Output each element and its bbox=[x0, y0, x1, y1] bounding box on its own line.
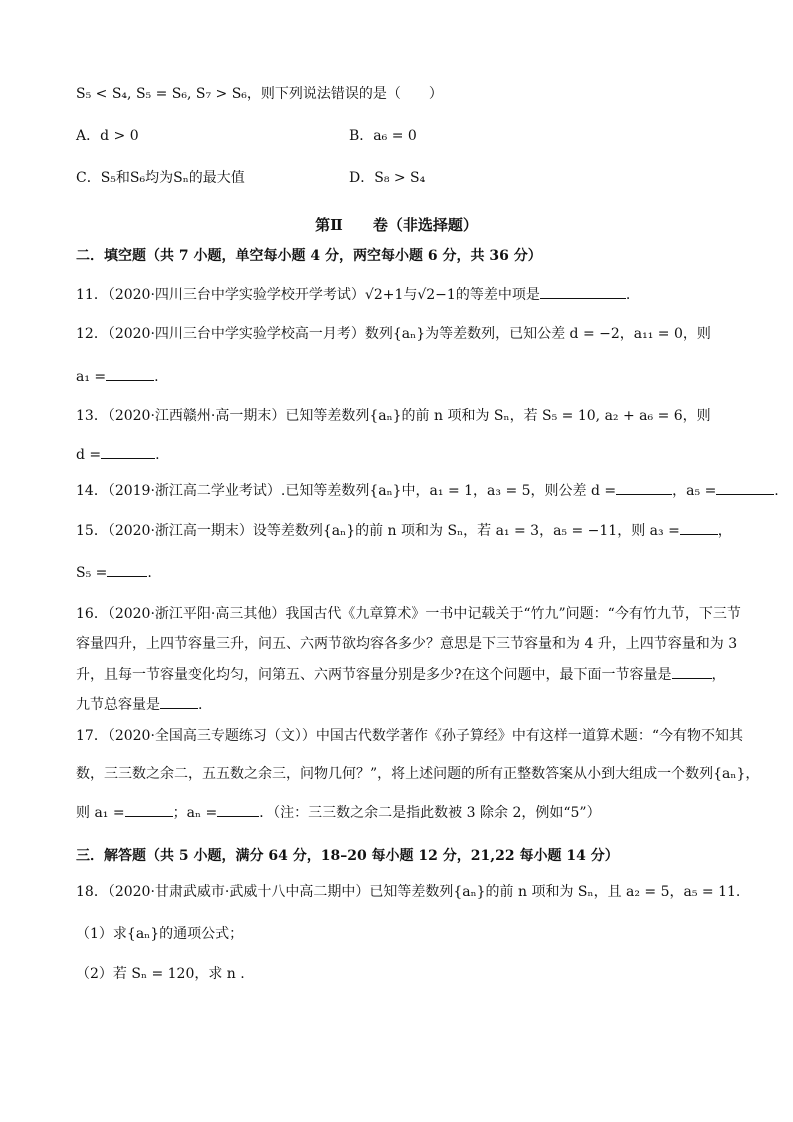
answer-blank[interactable] bbox=[716, 480, 774, 495]
question-15-line-1: 15．（2020·浙江高一期末）设等差数列{aₙ}的前 n 项和为 Sₙ，若 a₁ = 3，a₅ = −11，则 a₃ = ， bbox=[76, 520, 732, 541]
question-13-line-2: d = . bbox=[76, 444, 160, 465]
question-18-part-1: （1）求{aₙ}的通项公式； bbox=[76, 926, 244, 942]
question-10-condition bbox=[76, 84, 443, 104]
question-16-line-3: 升，且每一节容量变化均匀，问第五、六两节容量分别是多少?在这个问题中，最下面一节容量是 ， bbox=[76, 664, 726, 685]
answer-blank[interactable] bbox=[101, 444, 155, 459]
question-12-line-1: 12．（2020·四川三台中学实验学校高一月考）数列{aₙ}为等差数列，已知公差 d = −2，a₁₁ = 0，则 bbox=[76, 326, 711, 342]
option-a bbox=[76, 126, 139, 146]
question-14-text: 14．（2019·浙江高二学业考试）.已知等差数列{aₙ}中，a₁ = 1，a₃ = 5，则公差 d = bbox=[76, 483, 617, 499]
question-14-text-2: ，a₅ = bbox=[672, 483, 717, 499]
question-12-line-2: a₁ = . bbox=[76, 366, 159, 387]
question-18: 18．（2020·甘肃武威市·武威十八中高二期中）已知等差数列{aₙ}的前 n 项和为 Sₙ，且 a₂ = 5，a₅ = 11. bbox=[76, 884, 741, 900]
answer-blank[interactable] bbox=[125, 802, 173, 817]
question-17-note: ．（注：三三数之余二是指此数被 3 除余 2，例如“5”） bbox=[259, 805, 601, 821]
question-17-line-2: 数，三三数之余二，五五数之余三，问物几何？”，将上述问题的所有正整数答案从小到大组成一个数列{aₙ}， bbox=[76, 766, 760, 782]
answer-blank[interactable] bbox=[616, 480, 672, 495]
question-16-text: 升，且每一节容量变化均匀，问第五、六两节容量分别是多少?在这个问题中，最下面一节容量是 bbox=[76, 667, 672, 683]
solve-section-header: 三．解答题（共 5 小题，满分 64 分，18–20 每小题 12 分，21,22 每小题 14 分） bbox=[76, 848, 619, 864]
question-17-label-a1: 则 a₁ = bbox=[76, 805, 125, 821]
question-13-line-1: 13．（2020·江西赣州·高一期末）已知等差数列{aₙ}的前 n 项和为 Sₙ，若 S₅ = 10, a₂ + a₆ = 6，则 bbox=[76, 408, 711, 424]
question-15-line-2: S₅ = . bbox=[76, 562, 152, 583]
question-17-line-3 bbox=[76, 802, 601, 823]
question-17-label-an: ；aₙ = bbox=[172, 805, 218, 821]
fill-in-section-header: 二．填空题（共 7 小题，单空每小题 4 分，两空每小题 6 分，共 36 分） bbox=[76, 248, 542, 264]
question-16-line-1: 16．（2020·浙江平阳·高三其他）我国古代《九章算术》一书中记载关于“竹九”问题：“今有竹九节，下三节 bbox=[76, 606, 741, 622]
option-b bbox=[349, 126, 417, 146]
answer-blank[interactable] bbox=[680, 520, 718, 535]
question-15-text: 15．（2020·浙江高一期末）设等差数列{aₙ}的前 n 项和为 Sₙ，若 a₁ = 3，a₅ = −11，则 a₃ = bbox=[76, 523, 680, 539]
option-d bbox=[349, 168, 425, 188]
question-17-line-1: 17．（2020·全国高三专题练习（文））中国古代数学著作《孙子算经》中有这样一道算术题：“今有物不知其 bbox=[76, 728, 744, 744]
option-d-text: D．S₈ > S₄ bbox=[349, 170, 426, 186]
answer-blank[interactable] bbox=[106, 366, 154, 381]
question-15-label: S₅ = bbox=[76, 565, 108, 581]
question-13-label: d = bbox=[76, 447, 102, 463]
section-2-title: 第Ⅱ 卷（非选择题） bbox=[315, 216, 478, 234]
option-b-text: B．a₆ = 0 bbox=[349, 128, 417, 144]
option-a-text: A．d > 0 bbox=[76, 128, 139, 144]
answer-blank[interactable] bbox=[160, 694, 198, 709]
question-11: 11．（2020·四川三台中学实验学校开学考试）√2+1与√2−1的等差中项是 . bbox=[76, 284, 630, 305]
option-c bbox=[76, 168, 245, 188]
question-14: 14．（2019·浙江高二学业考试）.已知等差数列{aₙ}中，a₁ = 1，a₃ = 5，则公差 d = ，a₅ = . bbox=[76, 480, 779, 501]
question-12-label: a₁ = bbox=[76, 369, 107, 385]
question-16-line-2: 容量四升，上四节容量三升，问五、六两节欲均容各多少？意思是下三节容量和为 4 升，上四节容量和为 3 bbox=[76, 636, 738, 652]
answer-blank[interactable] bbox=[217, 802, 259, 817]
question-16-line-4: 九节总容量是 . bbox=[76, 694, 202, 715]
option-c-text: C．S₅和S₆均为Sₙ的最大值 bbox=[76, 170, 245, 186]
question-11-text: 11．（2020·四川三台中学实验学校开学考试）√2+1与√2−1的等差中项是 bbox=[76, 287, 540, 303]
answer-blank[interactable] bbox=[540, 284, 626, 299]
question-18-part-2: （2）若 Sₙ = 120，求 n . bbox=[76, 966, 245, 982]
answer-blank[interactable] bbox=[672, 664, 712, 679]
answer-blank[interactable] bbox=[107, 562, 147, 577]
question-16-label: 九节总容量是 bbox=[76, 697, 160, 713]
condition-text: S₅ < S₄, S₅ = S₆, S₇ > S₆，则下列说法错误的是（ ） bbox=[76, 86, 443, 102]
